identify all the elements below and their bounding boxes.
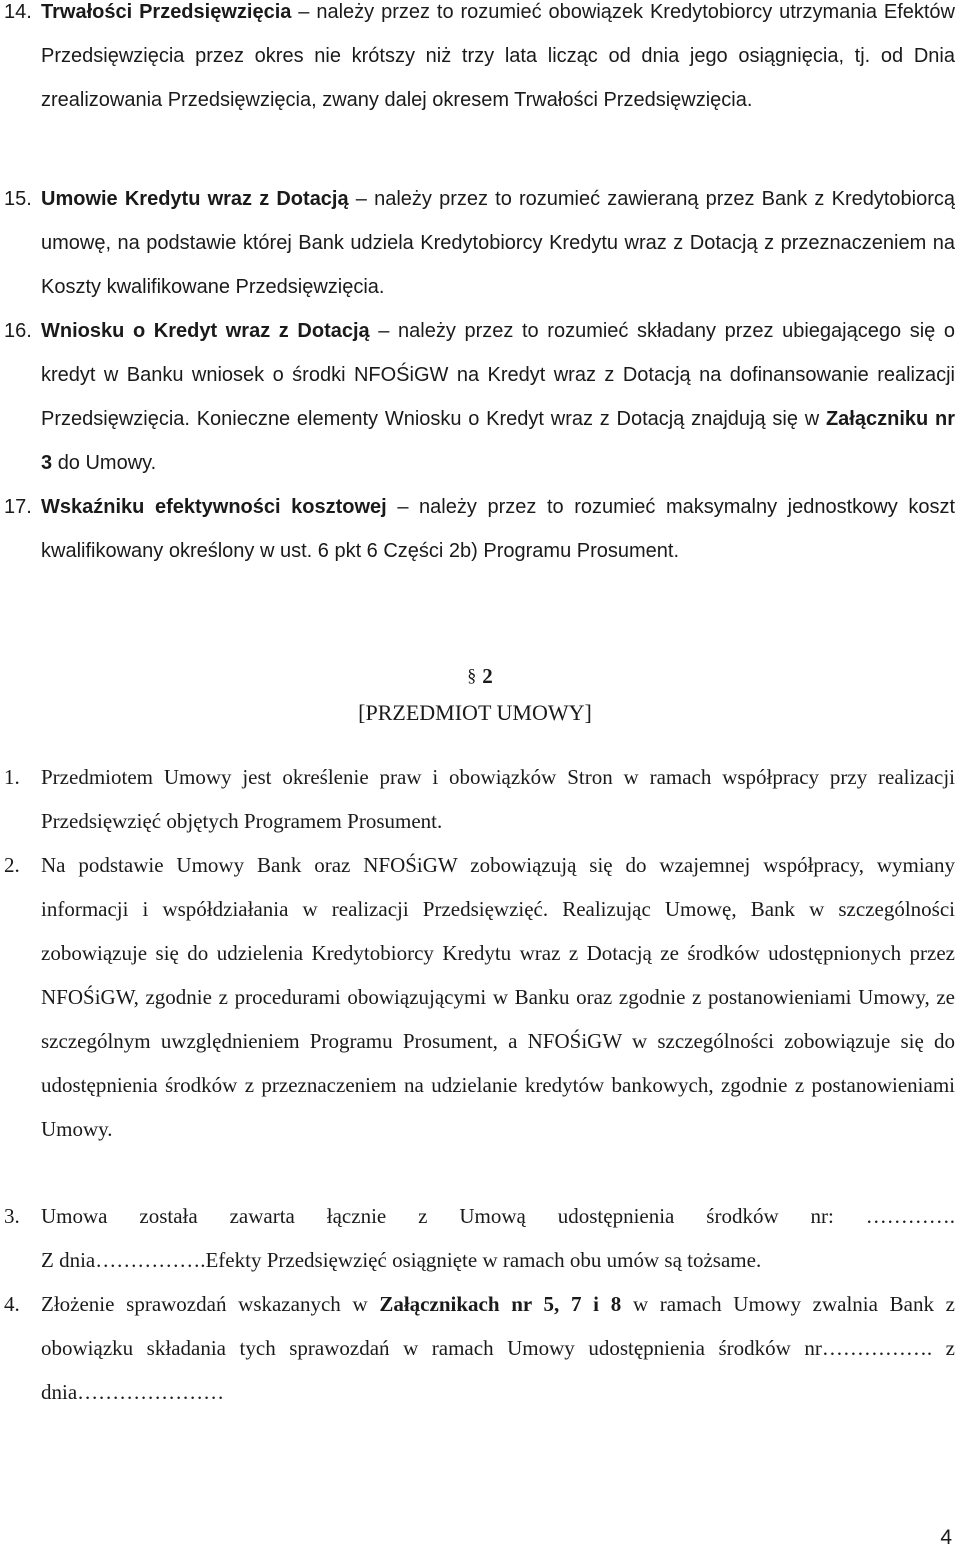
- definition-16: [0, 309, 955, 485]
- definition-text: należy przez to rozumieć zawieraną przez Bank z Kredytobiorcą umowę, na podstawie której Bank udziela Kredytobiorcy Kredytu wraz z Dotacją z przeznaczeniem na Koszty kwalifikowane Przedsięwzięcia.: [41, 188, 955, 298]
- definition-number: 15.: [4, 188, 32, 210]
- definition-number: 14.: [4, 1, 32, 23]
- clause-1: [0, 755, 955, 843]
- definition-term: Trwałości Przedsięwzięcia: [41, 1, 292, 23]
- definition-text-end: do Umowy.: [57, 452, 157, 474]
- definition-text: należy przez to rozumieć maksymalny jednostkowy koszt kwalifikowany określony w ust. 6 pkt 6 Części 2b) Programu Prosument.: [41, 496, 955, 562]
- clause-text: Przedmiotem Umowy jest określenie praw i obowiązków Stron w ramach współpracy przy realizacji Przedsięwzięć objętych Programem Prosument.: [41, 765, 955, 833]
- definition-dash: –: [378, 320, 390, 342]
- attachment-reference: Załączniku nr 3: [41, 408, 955, 474]
- definition-number: 16.: [4, 320, 32, 342]
- definition-term: Wniosku o Kredyt wraz z Dotacją: [41, 320, 370, 342]
- definition-17: [0, 485, 955, 573]
- clause-number: 3.: [4, 1204, 20, 1228]
- clause-text: [41, 1194, 955, 1282]
- definition-body: [41, 485, 955, 573]
- definition-text: należy przez to rozumieć obowiązek Kredytobiorcy utrzymania Efektów Przedsięwzięcia przez okres nie krótszy niż trzy lata licząc od dnia jego osiągnięcia, tj. od Dnia zrealizowania Przedsięwzięcia, zwany dalej okresem Trwałości Przedsięwzięcia.: [41, 1, 955, 111]
- definition-body: [41, 309, 955, 485]
- definition-body: [41, 0, 955, 122]
- clause-text-end: w ramach Umowy zwalnia Bank z obowiązku składania tych sprawozdań w ramach Umowy udostępnienia środków nr……………. z dnia…………………: [41, 1292, 955, 1404]
- clause-text: [41, 1282, 955, 1414]
- section-title: [PRZEDMIOT UMOWY]: [358, 700, 592, 725]
- definition-15: [0, 177, 955, 309]
- definition-dash: –: [397, 496, 409, 518]
- clause-text-start: Złożenie sprawozdań wskazanych w: [41, 1292, 368, 1316]
- definition-body: [41, 177, 955, 309]
- definition-number: 17.: [4, 496, 32, 518]
- clause-3: [0, 1194, 955, 1282]
- clause-number: 2.: [4, 853, 20, 877]
- definition-dash: –: [355, 188, 367, 210]
- clause-number: 1.: [4, 765, 20, 789]
- attachment-reference: Załącznikach nr 5, 7 i 8: [379, 1292, 622, 1316]
- section-symbol: §: [467, 665, 477, 685]
- section-heading: [0, 664, 960, 689]
- page-number: 4: [940, 1526, 952, 1549]
- clause-4: [0, 1282, 955, 1414]
- clause-line: Z dnia…………….Efekty Przedsięwzięć osiągnięte w ramach obu umów są tożsame.: [41, 1248, 762, 1272]
- clause-number: 4.: [4, 1292, 20, 1316]
- definition-14: [0, 0, 955, 122]
- clause-text: Na podstawie Umowy Bank oraz NFOŚiGW zobowiązują się do wzajemnej współpracy, wymiany informacji i współdziałania w realizacji Przedsięwzięć. Realizując Umowę, Bank w szczególności zobowiązuje się do udzielenia Kredytobiorcy Kredytu wraz z Dotacją ze środków udostępnionych przez NFOŚiGW, zgodnie z procedurami obowiązującymi w Banku oraz zgodnie z postanowieniami Umowy, ze szczególnym uwzględnieniem Programu Prosument, a NFOŚiGW w szczególności zobowiązuje się do udostępnienia środków z przeznaczeniem na udzielanie kredytów bankowych, zgodnie z postanowieniami Umowy.: [41, 853, 955, 1141]
- definition-text: należy przez to rozumieć składany przez ubiegającego się o kredyt w Banku wniosek o środki NFOŚiGW na Kredyt wraz z Dotacją na dofinansowanie realizacji Przedsięwzięcia. Konieczne elementy Wniosku o Kredyt wraz z Dotacją znajdują się w: [41, 320, 956, 430]
- definition-dash: –: [298, 1, 310, 23]
- definition-term: Wskaźniku efektywności kosztowej: [41, 496, 387, 518]
- clause-line: Umowa została zawarta łącznie z Umową udostępnienia środków nr: ………….: [41, 1204, 955, 1228]
- section-number: 2: [482, 664, 493, 688]
- clause-2: [0, 843, 955, 1151]
- definition-term: Umowie Kredytu wraz z Dotacją: [41, 188, 349, 210]
